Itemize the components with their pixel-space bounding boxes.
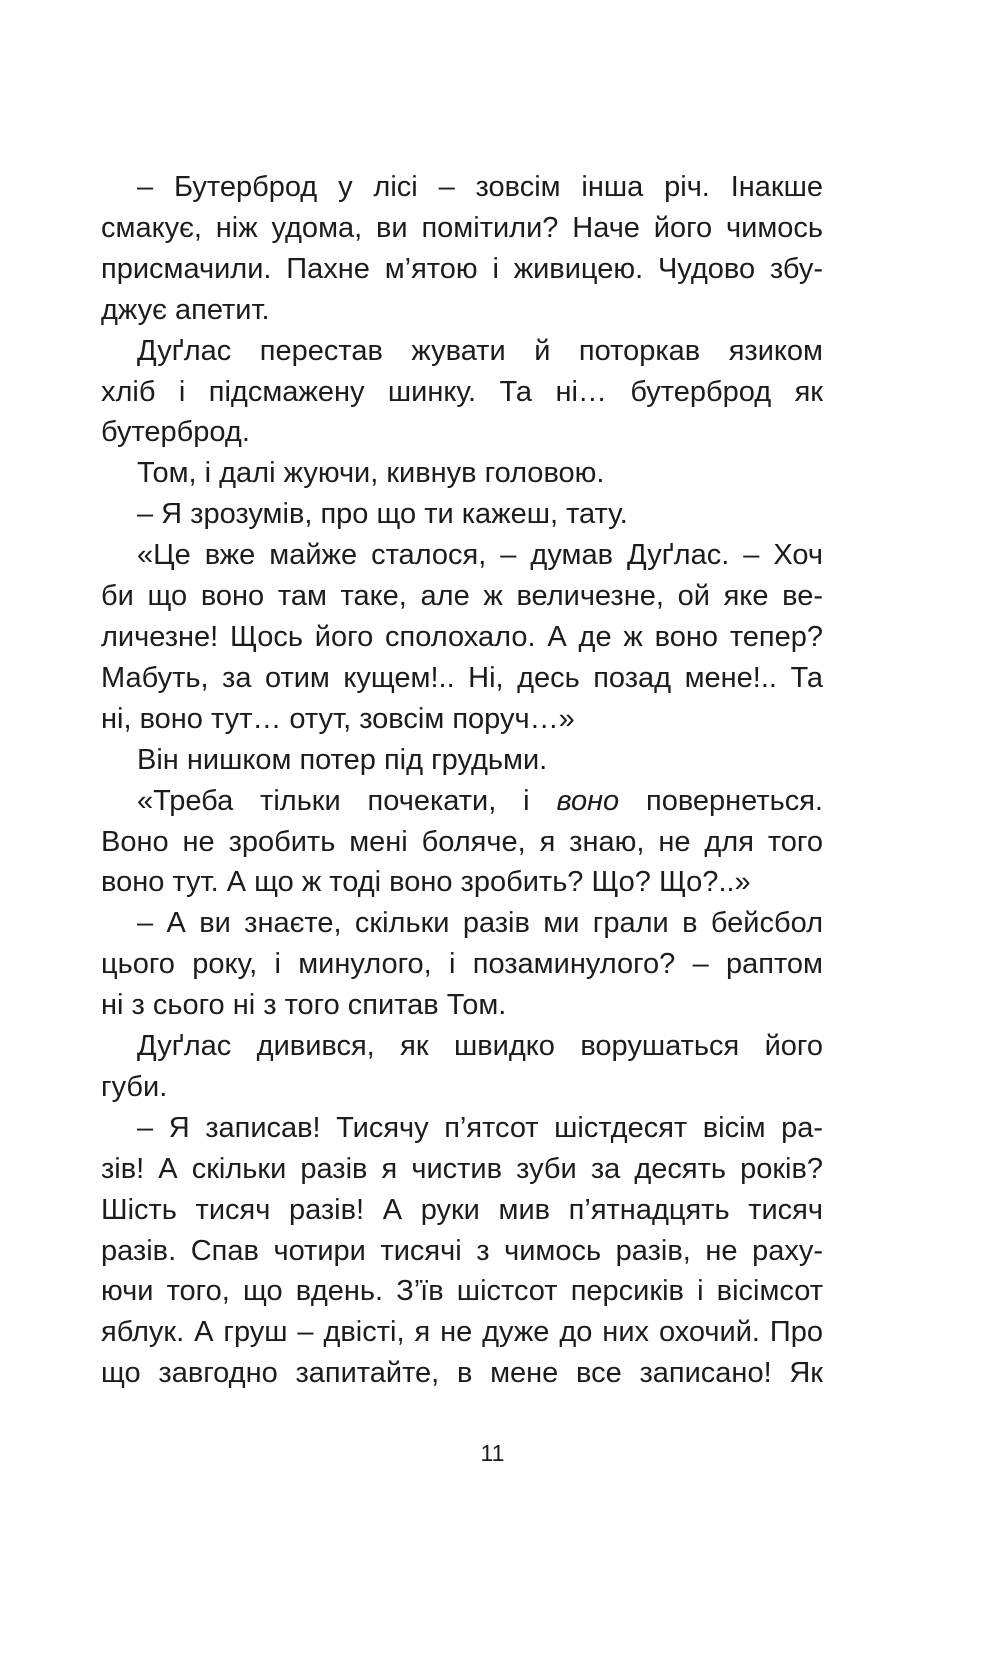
text-line: хліб і підсмажену шинку. Та ні… бутерброд як [101,375,823,408]
text-line: «Треба тільки почекати, і воно повернеться. [137,784,823,817]
text-line: зів! А скільки разів я чистив зуби за десять років? [101,1152,823,1185]
text-line: Шість тисяч разів! А руки мив п’ятнадцять тисяч [101,1193,823,1226]
text-line: – Бутерброд у лісі – зовсім інша річ. Інакше [137,171,823,203]
text-line: – Я записав! Тисячу п’ятсот шістдесят вісім ра- [137,1111,823,1144]
text-line: Мабуть, за отим кущем!.. Ні, десь позад мене!.. Та [101,661,823,694]
body-text [101,167,823,1394]
text-line: ючи того, що вдень. З’їв шістсот персиків і вісімсот [101,1275,823,1308]
text-line: – Я зрозумів, про що ти кажеш, тату. [137,498,628,531]
text-line: личезне! Щось його сполохало. А де ж воно тепер? [101,620,823,653]
page-number: 11 [480,1440,505,1466]
text-line: цього року, і минулого, і позаминулого? – раптом [101,948,823,981]
text-line: ні, воно тут… отут, зовсім поруч…» [101,702,575,735]
text-line: Дуґлас перестав жувати й поторкав язиком [137,334,823,367]
text-line: що завгодно запитайте, в мене все записано! Як [101,1357,823,1390]
text-line: воно тут. А що ж тоді воно зробить? Що? Що?..» [101,866,751,899]
text-line: бутерброд. [101,416,250,449]
text-line: смакує, ніж удома, ви помітили? Наче його чимось [101,211,823,244]
text-line: Дуґлас дивився, як швидко ворушаться його [137,1030,823,1063]
text-line: губи. [101,1070,168,1103]
text-line: Воно не зробить мені боляче, я знаю, не для того [101,825,823,858]
text-line: би що воно там таке, але ж величезне, ой яке ве- [101,580,823,613]
text-line: – А ви знаєте, скільки разів ми грали в бейсбол [137,907,823,940]
text-line: разів. Спав чотири тисячі з чимось разів, не раху- [101,1234,823,1267]
text-line: ні з сього ні з того спитав Том. [101,989,507,1022]
text-line: джує апетит. [101,293,270,326]
text-line: яблук. А груш – двісті, я не дуже до них охочий. Про [101,1316,823,1349]
emphasis-word: воно [556,784,620,817]
text-line: «Це вже майже сталося, – думав Дуґлас. – Хоч [137,539,823,572]
text-line: Том, і далі жуючи, кивнув головою. [137,457,605,490]
text-line: присмачили. Пахне м’ятою і живицею. Чудово збу- [101,252,823,285]
text-line: Він нишком потер під грудьми. [137,743,548,776]
